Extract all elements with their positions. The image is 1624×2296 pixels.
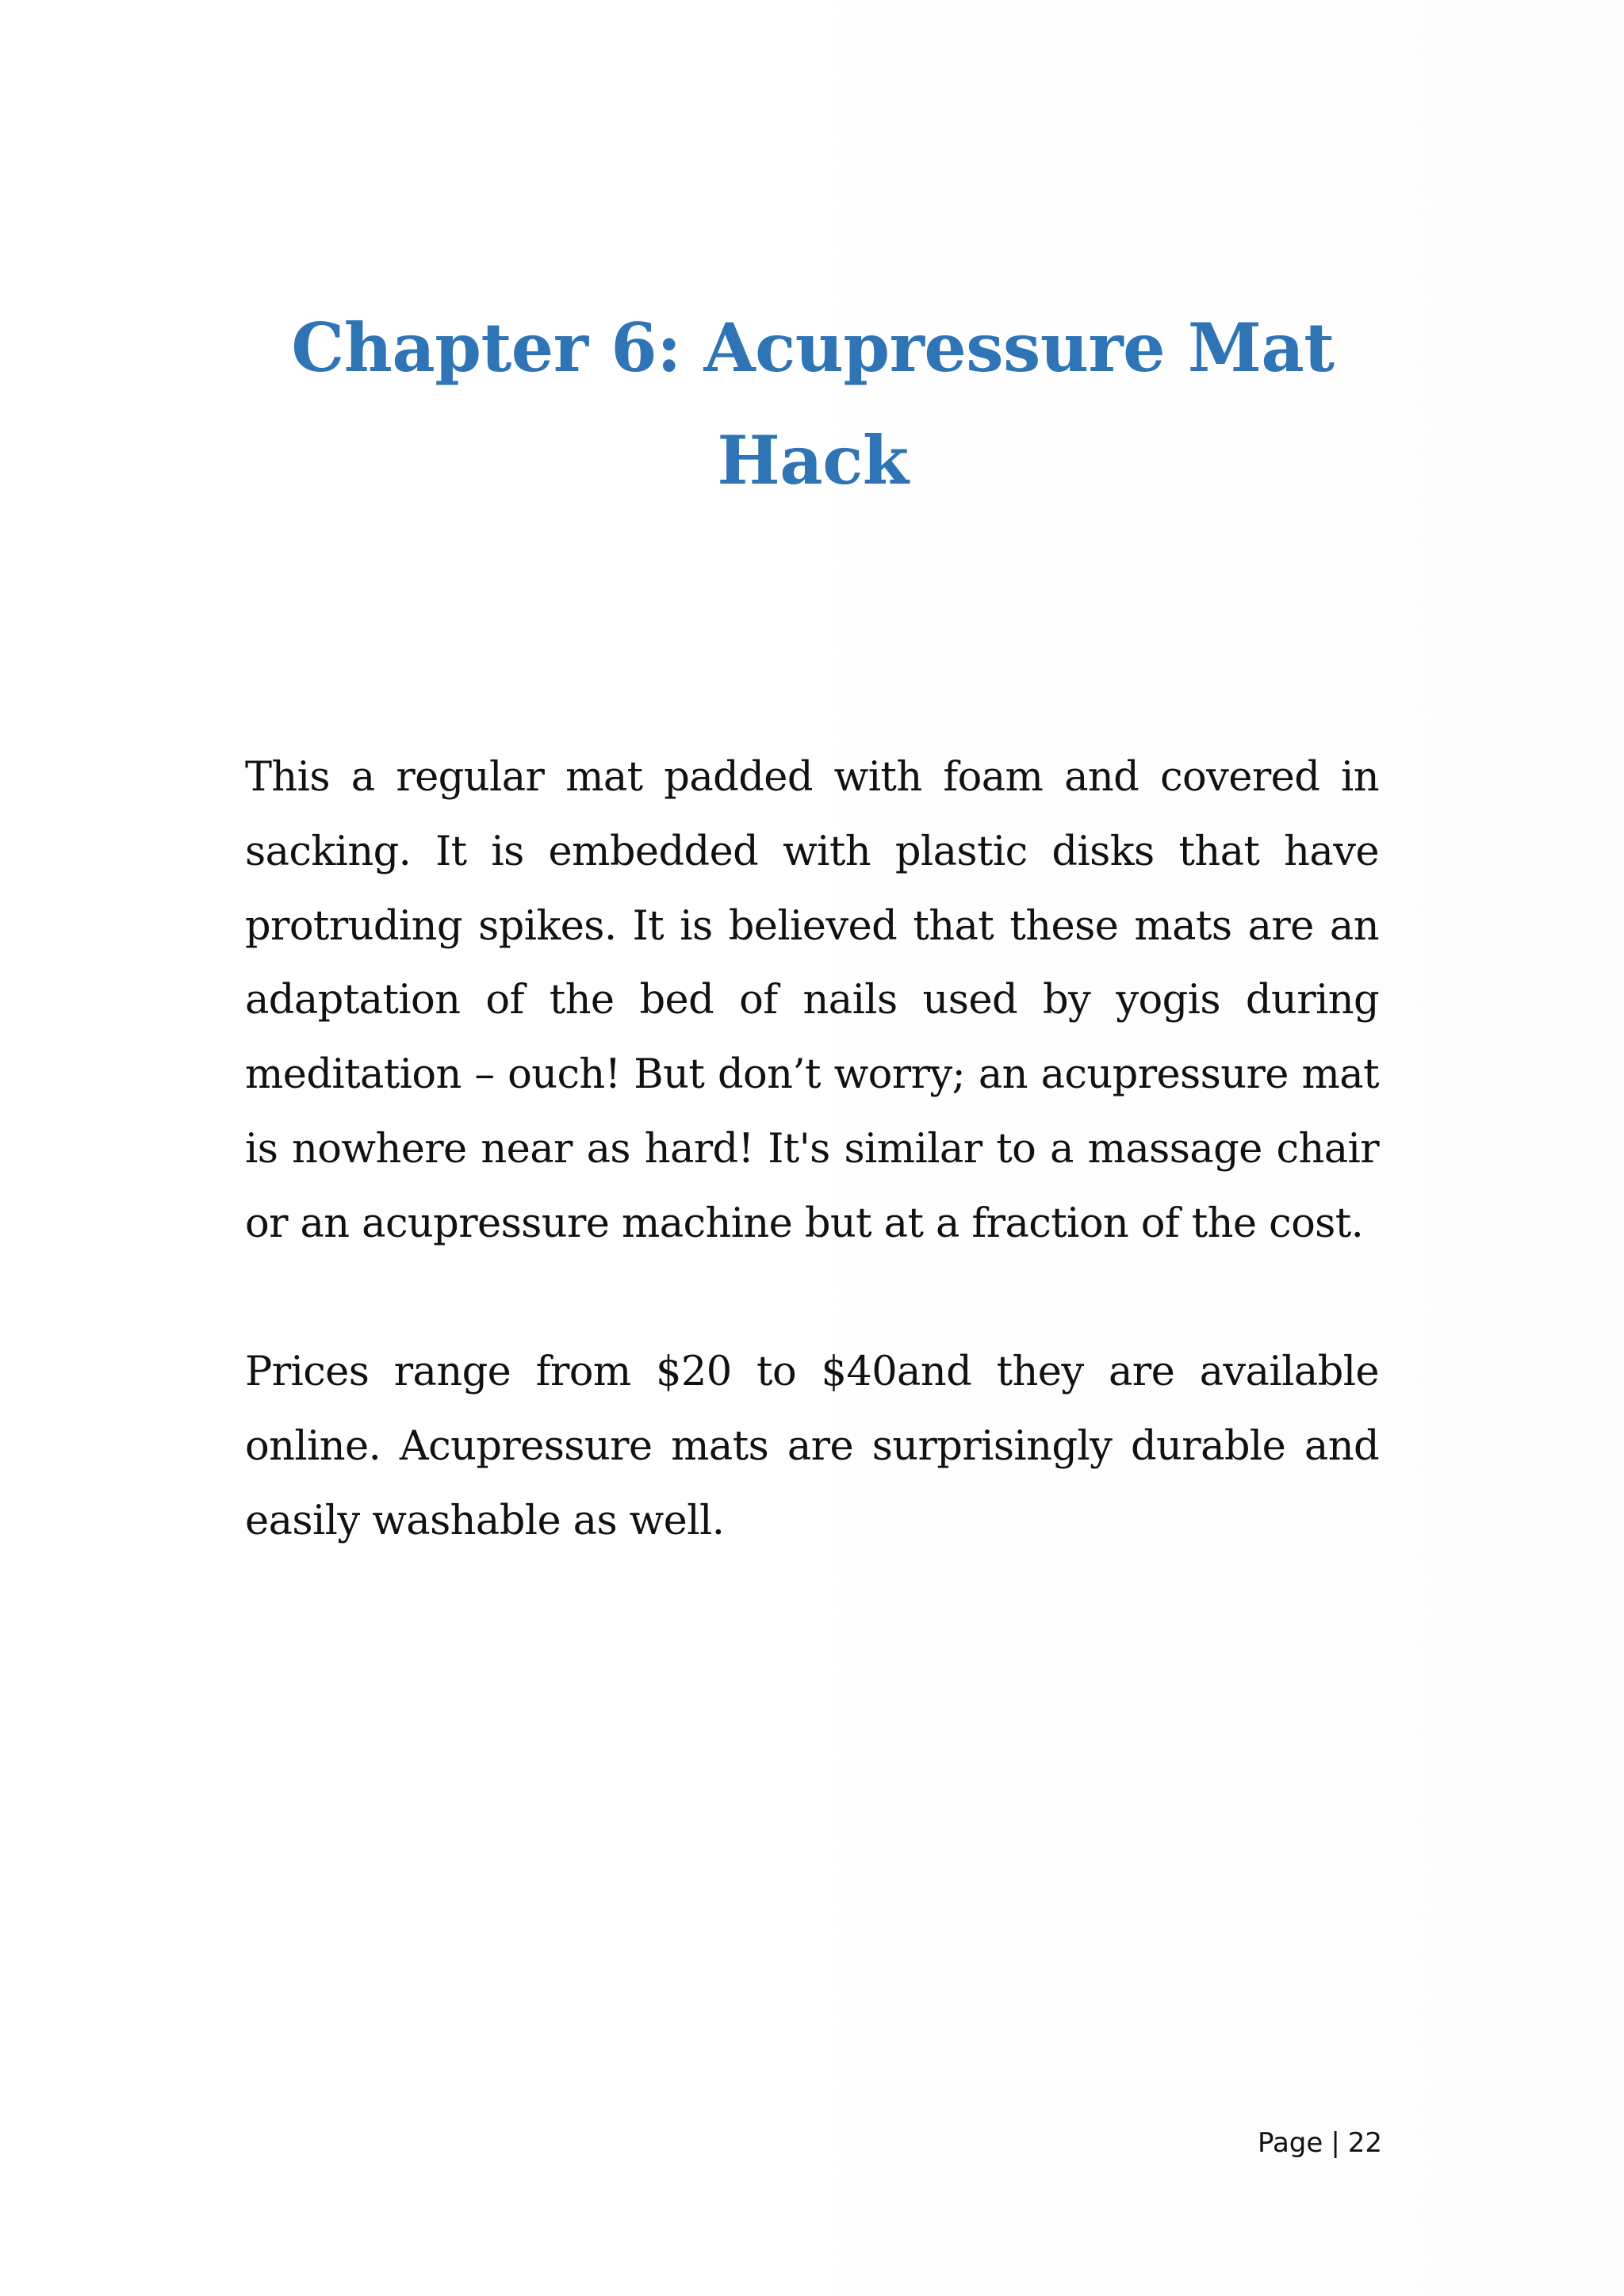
page-footer [1258, 2127, 1381, 2159]
chapter-title: Chapter 6: Acupressure Mat Hack [291, 308, 1335, 499]
page-number: 22 [1347, 2127, 1383, 2159]
page-separator: | [1331, 2127, 1340, 2159]
body-paragraph-2: Prices range from $20 to $40and they are available online. Acupressure mats are surprisingly durable and easily washable as well. [245, 1349, 1379, 1544]
body-paragraph-1: This a regular mat padded with foam and covered in sacking. It is embedded with plastic disks that have protruding spikes. It is believed that these mats are an adaptation of the bed of nails used by yogis during meditation – ouch! But don’t worry; an acupressure mat is nowhere near as hard! It's similar to a massage chair or an acupressure machine but at a fraction of the cost. [245, 754, 1379, 1247]
page-label: Page [1258, 2127, 1323, 2159]
